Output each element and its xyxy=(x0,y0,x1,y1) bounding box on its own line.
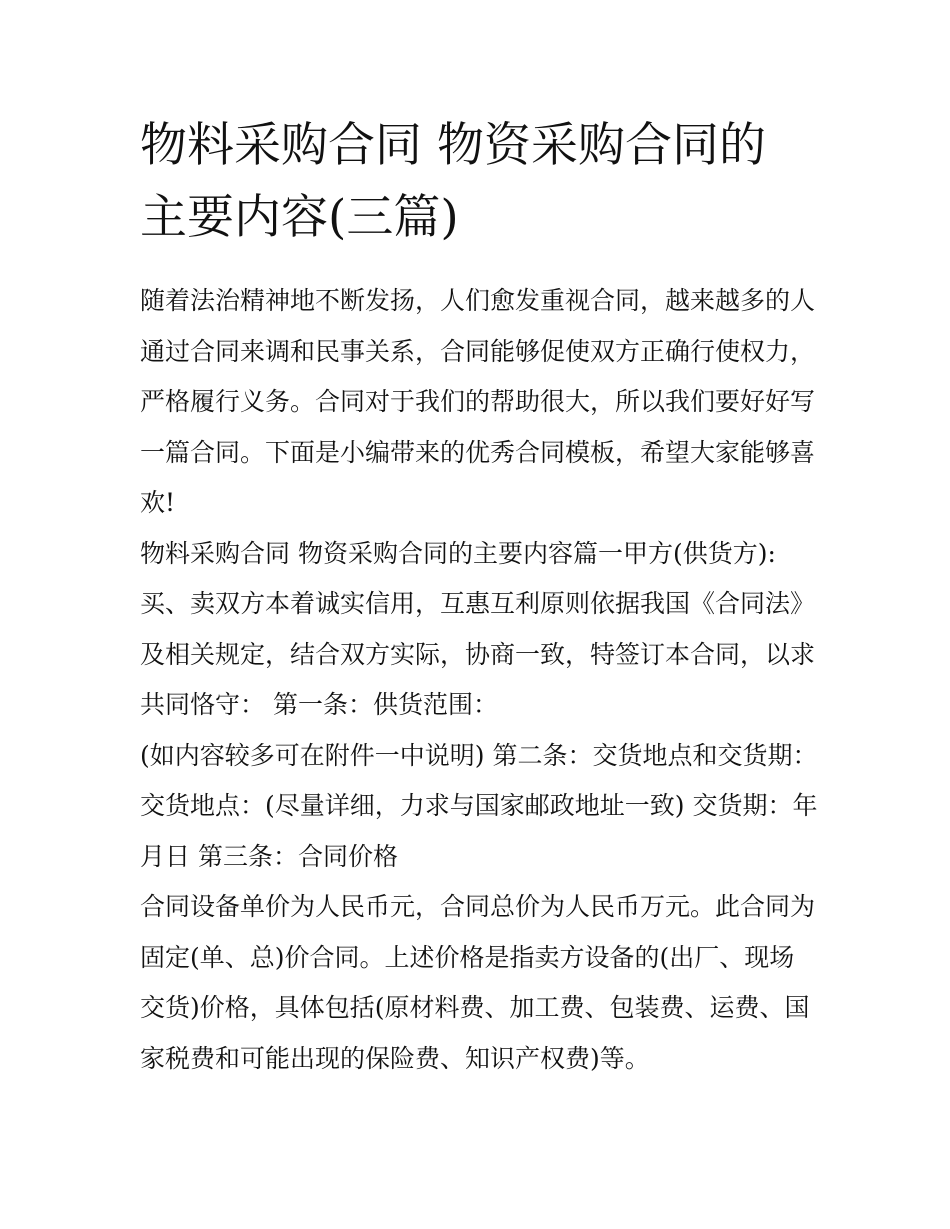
body-line-15: 交货)价格，具体包括(原材料费、加工费、包装费、运费、国 xyxy=(140,993,810,1022)
body-line-2: 通过合同来调和民事关系，合同能够促使双方正确行使权力， xyxy=(140,336,816,366)
document-body xyxy=(140,276,830,1084)
body-line-16: 家税费和可能出现的保险费、知识产权费)等。 xyxy=(140,1043,650,1073)
body-line-5: 欢! xyxy=(140,488,176,517)
body-line-8: 及相关规定，结合双方实际，协商一致，特签订本合同，以求 xyxy=(140,639,816,669)
body-line-6: 物料采购合同 物资采购合同的主要内容篇一甲方(供货方): xyxy=(140,538,776,568)
body-line-9: 共同恪守： 第一条：供货范围： xyxy=(140,690,498,719)
title-line-1: 物料采购合同 物资采购合同的 xyxy=(140,118,766,173)
body-line-12: 月日 第三条：合同价格 xyxy=(140,841,398,871)
body-line-11: 交货地点：(尽量详细，力求与国家邮政地址一致) 交货期：年 xyxy=(140,791,818,820)
body-line-7: 买、卖双方本着诚实信用，互惠互利原则依据我国《合同法》 xyxy=(140,589,816,618)
body-line-10: (如内容较多可在附件一中说明) 第二条：交货地点和交货期： xyxy=(140,740,818,770)
body-line-13: 合同设备单价为人民币元，合同总价为人民币万元。此合同为 xyxy=(140,892,816,921)
body-line-4: 一篇合同。下面是小编带来的优秀合同模板，希望大家能够喜 xyxy=(140,437,816,467)
body-line-3: 严格履行义务。合同对于我们的帮助很大，所以我们要好好写 xyxy=(140,387,816,416)
document-title xyxy=(140,110,830,254)
body-line-14: 固定(单、总)价合同。上述价格是指卖方设备的(出厂、现场 xyxy=(140,942,795,972)
body-line-1: 随着法治精神地不断发扬，人们愈发重视合同，越来越多的人 xyxy=(140,286,816,315)
title-line-2: 主要内容(三篇) xyxy=(140,190,459,245)
